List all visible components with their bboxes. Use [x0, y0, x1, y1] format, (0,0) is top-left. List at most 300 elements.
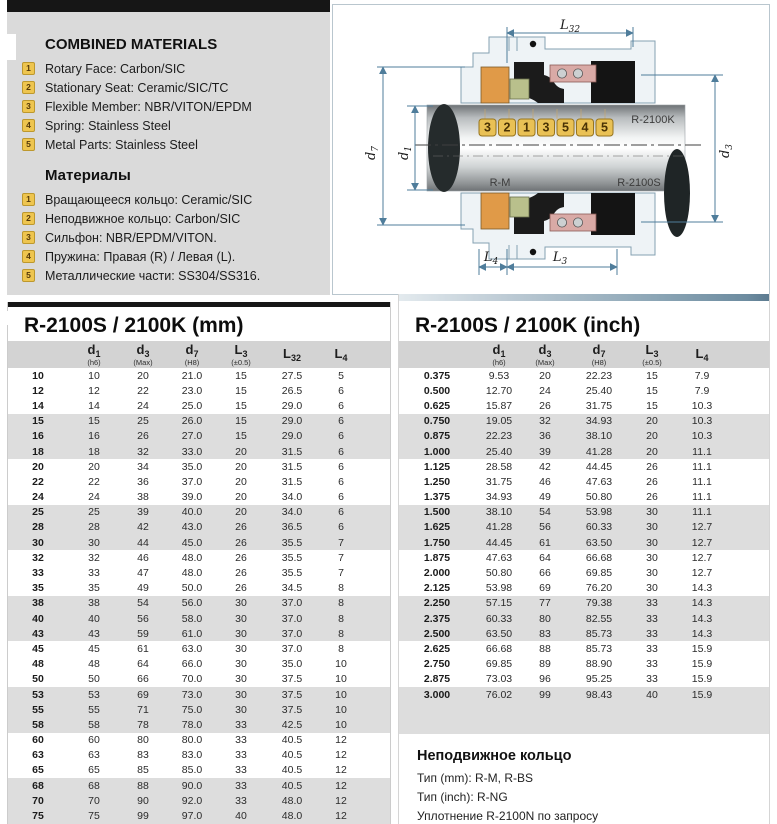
cell-l4: 14.3	[691, 582, 713, 595]
cell-l3: 15	[235, 369, 247, 382]
table-row	[399, 672, 769, 687]
cell-d1: 31.75	[485, 475, 513, 488]
cell-d1: 76.02	[485, 688, 513, 701]
cell-l3: 33	[646, 627, 658, 640]
cell-l3: 40	[235, 810, 247, 823]
cell-d7: 50.0	[181, 582, 203, 595]
model-label-bottom-left: R-M	[489, 177, 511, 189]
cell-l3: 20	[235, 445, 247, 458]
dim-label-d3: $d_3$	[718, 143, 735, 159]
cell-d1: 10	[88, 369, 100, 382]
cell-l4: 6	[338, 430, 344, 443]
table-row	[399, 459, 769, 474]
cell-d3: 69	[539, 582, 551, 595]
cell-d1: 12.70	[485, 384, 513, 397]
cell-d7: 73.0	[181, 688, 203, 701]
cell-d7: 48.0	[181, 567, 203, 580]
cell-l32: 48.0	[281, 794, 303, 807]
cell-l4: 10.3	[691, 415, 713, 428]
cell-l4: 6	[338, 445, 344, 458]
cell-l4: 10	[335, 673, 347, 686]
row-size-label: 0.375	[423, 369, 451, 382]
cell-d3: 32	[539, 415, 551, 428]
dim-label-l4: $L_4$	[483, 250, 499, 267]
material-item	[22, 97, 330, 116]
table-row	[8, 520, 390, 535]
callout-number: 1	[523, 120, 530, 135]
cell-d7: 35.0	[181, 460, 203, 473]
item-number-badge: 3	[22, 100, 35, 113]
cell-l32: 29.0	[281, 430, 303, 443]
table-row	[399, 398, 769, 413]
column-header: $d_3$ (Max)	[133, 342, 153, 368]
cell-d7: 25.0	[181, 399, 203, 412]
material-item-label: Flexible Member: NBR/VITON/EPDM	[45, 99, 252, 114]
cell-d1: 73.03	[485, 673, 513, 686]
cell-d7: 48.0	[181, 551, 203, 564]
cell-l3: 20	[646, 415, 658, 428]
cell-d3: 61	[539, 536, 551, 549]
cell-l3: 30	[235, 673, 247, 686]
cell-l4: 12.7	[691, 521, 713, 534]
cell-d1: 35	[88, 582, 100, 595]
cell-d1: 9.53	[488, 369, 510, 382]
table-row	[8, 717, 390, 732]
cell-d1: 15.87	[485, 399, 513, 412]
gray-spacer	[399, 702, 769, 734]
cell-d1: 75	[88, 810, 100, 823]
cell-d7: 47.63	[585, 475, 613, 488]
table-row	[399, 550, 769, 565]
cell-l3: 26	[235, 567, 247, 580]
cell-d7: 22.23	[585, 369, 613, 382]
cell-d7: 26.0	[181, 415, 203, 428]
table-row	[8, 535, 390, 550]
cell-d1: 65	[88, 764, 100, 777]
column-header: $L_{32}$	[283, 346, 301, 363]
cell-d7: 83.0	[181, 749, 203, 762]
cell-d7: 79.38	[585, 597, 613, 610]
cell-l3: 33	[235, 718, 247, 731]
cell-d3: 49	[137, 582, 149, 595]
cell-d3: 49	[539, 491, 551, 504]
row-size-label: 2.500	[423, 627, 451, 640]
row-size-label: 40	[32, 612, 44, 625]
row-size-label: 0.875	[423, 430, 451, 443]
table-row	[8, 550, 390, 565]
cell-l32: 37.0	[281, 642, 303, 655]
cell-d7: 45.0	[181, 536, 203, 549]
cell-l4: 6	[338, 521, 344, 534]
table-row	[399, 414, 769, 429]
material-item-label: Metal Parts: Stainless Steel	[45, 137, 198, 152]
material-item-label: Вращающееся кольцо: Ceramic/SIC	[45, 192, 253, 207]
cell-l4: 6	[338, 475, 344, 488]
cell-d3: 64	[539, 551, 551, 564]
cell-l3: 30	[646, 582, 658, 595]
cell-l3: 20	[646, 430, 658, 443]
inch-table-panel	[398, 294, 770, 824]
dim-label-l32: $L_{32}$	[559, 18, 581, 35]
row-size-label: 2.250	[423, 597, 451, 610]
cell-d1: 58	[88, 718, 100, 731]
item-number-badge: 1	[22, 62, 35, 75]
row-size-label: 38	[32, 597, 44, 610]
cell-d7: 70.0	[181, 673, 203, 686]
cell-d1: 47.63	[485, 551, 513, 564]
blue-gradient-bar	[399, 294, 769, 301]
material-item	[22, 266, 330, 285]
cell-d1: 25.40	[485, 445, 513, 458]
table-row	[8, 565, 390, 580]
cell-l4: 6	[338, 415, 344, 428]
cell-d7: 82.55	[585, 612, 613, 625]
table-row	[399, 657, 769, 672]
column-header	[8, 354, 68, 355]
cell-l4: 10	[335, 658, 347, 671]
cell-l4: 15.9	[691, 673, 713, 686]
cell-l3: 30	[646, 567, 658, 580]
row-size-label: 2.875	[423, 673, 451, 686]
cell-l3: 30	[235, 612, 247, 625]
cell-l32: 40.5	[281, 764, 303, 777]
cell-l4: 11.1	[692, 460, 712, 473]
table-row	[8, 763, 390, 778]
cell-d7: 78.0	[181, 718, 203, 731]
cell-d7: 85.0	[181, 764, 203, 777]
cell-d1: 55	[88, 703, 100, 716]
cell-l3: 30	[646, 551, 658, 564]
row-size-label: 65	[32, 764, 44, 777]
cell-l4: 6	[338, 460, 344, 473]
callout-number: 5	[562, 120, 569, 135]
table-row	[8, 505, 390, 520]
material-item	[22, 116, 330, 135]
material-item-label: Spring: Stainless Steel	[45, 118, 171, 133]
cell-l3: 26	[235, 582, 247, 595]
cell-l4: 7	[338, 567, 344, 580]
cell-l32: 37.5	[281, 688, 303, 701]
cell-d7: 25.40	[585, 384, 613, 397]
cell-l3: 15	[646, 399, 658, 412]
row-size-label: 14	[32, 399, 44, 412]
cell-l32: 37.0	[281, 597, 303, 610]
cell-d3: 54	[137, 597, 149, 610]
cell-d3: 90	[137, 794, 149, 807]
mm-table-header	[8, 341, 390, 368]
part-callouts	[479, 119, 613, 136]
cell-d7: 53.98	[585, 506, 613, 519]
edge-notch	[7, 34, 16, 60]
cell-d1: 44.45	[485, 536, 513, 549]
cell-l4: 15.9	[691, 658, 713, 671]
cell-d7: 88.90	[585, 658, 613, 671]
table-row	[8, 733, 390, 748]
top-black-bar	[7, 0, 330, 12]
cell-d7: 92.0	[181, 794, 203, 807]
row-size-label: 43	[32, 627, 44, 640]
dim-label-l3: $L_3$	[552, 250, 568, 267]
cell-d3: 46	[539, 475, 551, 488]
cell-d7: 39.0	[181, 491, 203, 504]
cell-l4: 5	[338, 369, 344, 382]
dim-label-d1: $d_1$	[397, 145, 414, 161]
cell-d3: 25	[137, 415, 149, 428]
table-row	[399, 581, 769, 596]
cell-d1: 63.50	[485, 627, 513, 640]
cell-l4: 8	[338, 612, 344, 625]
column-header: $L_3$ (±0.5)	[642, 342, 662, 368]
callout-number: 5	[601, 120, 608, 135]
cell-d1: 48	[88, 658, 100, 671]
table-row	[399, 641, 769, 656]
cell-l3: 30	[235, 597, 247, 610]
row-size-label: 48	[32, 658, 44, 671]
cell-d3: 32	[137, 445, 149, 458]
cell-l4: 15.9	[691, 642, 713, 655]
seal-parts-top	[481, 61, 635, 103]
cell-l4: 7.9	[694, 369, 710, 382]
table-row	[399, 505, 769, 520]
cell-d1: 22	[88, 475, 100, 488]
cell-l4: 8	[338, 597, 344, 610]
cell-d7: 58.0	[181, 612, 203, 625]
cell-d3: 24	[539, 384, 551, 397]
stationary-ring-note	[399, 748, 769, 823]
cell-d7: 56.0	[181, 597, 203, 610]
table-row	[8, 414, 390, 429]
cell-d7: 80.0	[181, 734, 203, 747]
cell-d1: 70	[88, 794, 100, 807]
row-size-label: 32	[32, 551, 44, 564]
cell-d3: 89	[539, 658, 551, 671]
material-item-label: Пружина: Правая (R) / Левая (L).	[45, 249, 236, 264]
row-size-label: 2.750	[423, 658, 451, 671]
cell-d1: 60	[88, 734, 100, 747]
cell-d1: 50.80	[485, 567, 513, 580]
row-size-label: 70	[32, 794, 44, 807]
materials-en-title: COMBINED MATERIALS	[45, 36, 218, 53]
cell-l32: 31.5	[281, 475, 303, 488]
cell-l4: 10.3	[691, 399, 713, 412]
cell-l32: 40.5	[281, 749, 303, 762]
column-header: $d_7$ (H8)	[184, 342, 200, 368]
cell-d7: 37.0	[181, 475, 203, 488]
cell-l32: 26.5	[281, 384, 303, 397]
table-row	[399, 565, 769, 580]
cell-d3: 39	[539, 445, 551, 458]
cell-d7: 75.0	[181, 703, 203, 716]
cell-d1: 69.85	[485, 658, 513, 671]
cell-l32: 48.0	[281, 810, 303, 823]
cell-l3: 33	[646, 597, 658, 610]
table-row	[8, 778, 390, 793]
cell-l4: 7.9	[694, 384, 710, 397]
materials-ru-title: Материалы	[45, 167, 131, 184]
cell-l3: 33	[235, 764, 247, 777]
cell-l32: 35.5	[281, 536, 303, 549]
cell-l3: 15	[646, 369, 658, 382]
row-size-label: 1.625	[423, 521, 451, 534]
column-header: $d_1$ (h6)	[87, 342, 101, 368]
table-row	[399, 687, 769, 702]
cell-d3: 83	[539, 627, 551, 640]
cell-d7: 98.43	[585, 688, 613, 701]
cell-l3: 15	[235, 415, 247, 428]
cell-l32: 37.5	[281, 703, 303, 716]
cell-d3: 59	[137, 627, 149, 640]
inch-table-title: R-2100S / 2100K (inch)	[415, 314, 641, 337]
cell-d3: 36	[137, 475, 149, 488]
item-number-badge: 2	[22, 81, 35, 94]
item-number-badge: 4	[22, 250, 35, 263]
cell-d3: 56	[539, 521, 551, 534]
cell-d1: 15	[88, 415, 100, 428]
seal-parts-bottom	[481, 193, 635, 235]
cell-l4: 12.7	[691, 551, 713, 564]
cell-l32: 36.5	[281, 521, 303, 534]
note-line: Тип (inch): R-NG	[417, 790, 508, 805]
cell-d7: 50.80	[585, 491, 613, 504]
cell-l4: 15.9	[691, 688, 713, 701]
cell-d7: 38.10	[585, 430, 613, 443]
cell-l3: 33	[646, 673, 658, 686]
table-row	[8, 626, 390, 641]
table-row	[8, 581, 390, 596]
cell-d3: 47	[137, 567, 149, 580]
cell-l32: 34.0	[281, 506, 303, 519]
table-row	[8, 641, 390, 656]
cell-d1: 28.58	[485, 460, 513, 473]
material-item-label: Неподвижное кольцо: Carbon/SIC	[45, 211, 241, 226]
cell-l4: 6	[338, 399, 344, 412]
cell-d3: 85	[137, 764, 149, 777]
cell-l32: 34.5	[281, 582, 303, 595]
cell-d1: 53.98	[485, 582, 513, 595]
seal-cross-section-diagram	[333, 5, 769, 294]
cell-l4: 8	[338, 642, 344, 655]
material-item	[22, 78, 330, 97]
material-item-label: Металлические части: SS304/SS316.	[45, 268, 261, 283]
cell-l32: 31.5	[281, 460, 303, 473]
cell-l32: 37.0	[281, 627, 303, 640]
table-row	[8, 672, 390, 687]
cell-l32: 37.5	[281, 673, 303, 686]
row-size-label: 63	[32, 749, 44, 762]
cell-l3: 33	[646, 612, 658, 625]
cell-l3: 26	[235, 551, 247, 564]
cell-d7: 34.93	[585, 415, 613, 428]
cell-d1: 14	[88, 399, 100, 412]
table-row	[399, 368, 769, 383]
table-row	[8, 429, 390, 444]
model-label-top-right: R-2100K	[631, 114, 675, 126]
cell-l3: 33	[646, 658, 658, 671]
cell-d3: 71	[137, 703, 149, 716]
material-item	[22, 247, 330, 266]
column-header: $L_3$ (±0.5)	[231, 342, 251, 368]
cell-d3: 42	[539, 460, 551, 473]
cell-d1: 18	[88, 445, 100, 458]
cell-d3: 20	[137, 369, 149, 382]
cell-d1: 20	[88, 460, 100, 473]
cell-l4: 7	[338, 551, 344, 564]
cell-d3: 88	[137, 779, 149, 792]
cell-d3: 78	[137, 718, 149, 731]
item-number-badge: 2	[22, 212, 35, 225]
cell-d3: 77	[539, 597, 551, 610]
materials-panel	[7, 0, 330, 295]
cell-l3: 20	[235, 506, 247, 519]
cell-l32: 40.5	[281, 779, 303, 792]
item-number-badge: 5	[22, 138, 35, 151]
cell-l4: 12	[335, 734, 347, 747]
cell-d3: 24	[137, 399, 149, 412]
row-size-label: 0.750	[423, 415, 451, 428]
cell-d7: 66.68	[585, 551, 613, 564]
note-title: Неподвижное кольцо	[417, 748, 572, 765]
cell-d7: 63.0	[181, 642, 203, 655]
cell-l4: 10	[335, 688, 347, 701]
row-size-label: 18	[32, 445, 44, 458]
column-header	[399, 354, 475, 355]
material-item-label: Rotary Face: Carbon/SIC	[45, 61, 186, 76]
material-item	[22, 190, 330, 209]
material-item-label: Сильфон: NBR/EPDM/VITON.	[45, 230, 217, 245]
cell-d1: 30	[88, 536, 100, 549]
column-header: $L_4$	[334, 346, 348, 363]
callout-number: 4	[581, 120, 589, 135]
cell-d3: 54	[539, 506, 551, 519]
row-size-label: 0.500	[423, 384, 451, 397]
cell-d1: 63	[88, 749, 100, 762]
table-row	[399, 383, 769, 398]
cell-d7: 33.0	[181, 445, 203, 458]
cell-d7: 27.0	[181, 430, 203, 443]
cell-l3: 33	[235, 779, 247, 792]
cell-l3: 20	[235, 460, 247, 473]
row-size-label: 0.625	[423, 399, 451, 412]
table-row	[8, 474, 390, 489]
cell-l3: 33	[646, 642, 658, 655]
row-size-label: 1.250	[423, 475, 451, 488]
cell-d3: 36	[539, 430, 551, 443]
cell-l4: 11.1	[692, 506, 712, 519]
cell-d7: 76.20	[585, 582, 613, 595]
row-size-label: 2.625	[423, 642, 451, 655]
row-size-label: 60	[32, 734, 44, 747]
cell-d1: 22.23	[485, 430, 513, 443]
cell-d3: 46	[137, 551, 149, 564]
cell-d3: 44	[137, 536, 149, 549]
callout-number: 3	[542, 120, 550, 135]
cell-l4: 8	[338, 582, 344, 595]
table-row	[399, 535, 769, 550]
row-size-label: 20	[32, 460, 44, 473]
table-row	[399, 596, 769, 611]
material-item	[22, 209, 330, 228]
cell-d7: 69.85	[585, 567, 613, 580]
item-number-badge: 1	[22, 193, 35, 206]
cell-d1: 38	[88, 597, 100, 610]
row-size-label: 1.750	[423, 536, 451, 549]
cell-l3: 40	[646, 688, 658, 701]
cell-l3: 30	[646, 521, 658, 534]
cell-d3: 20	[539, 369, 551, 382]
cell-d3: 80	[539, 612, 551, 625]
cell-l3: 26	[235, 536, 247, 549]
cell-l3: 30	[646, 506, 658, 519]
